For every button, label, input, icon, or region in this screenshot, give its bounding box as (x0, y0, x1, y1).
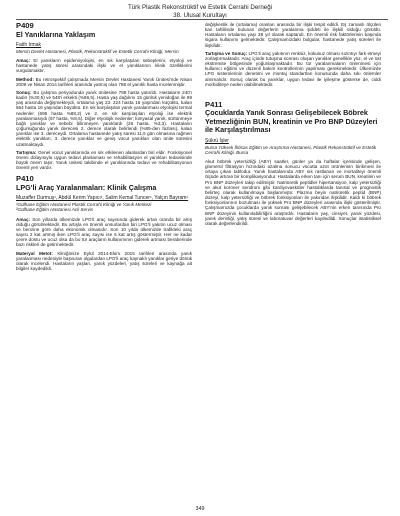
abstract-aim (16, 217, 192, 248)
abstract-authors: Şükrü İşler (205, 137, 229, 144)
abstract-authors: Muzaffer Durmuş¹, Abdül Kerim Yapıcı¹, Salim Kemal Tuncer¹, Yalçın Bayram¹ (16, 195, 189, 202)
discussion-text: Genel vücut yanıklarında en sık etkilenen alanlardan biri eldir. Fonksiyonel önemi dolayısıyla uygun tedavi planlaması ve rehabilitasyon el yanıkları tedavisinde büyük önem taşır. Yanık ünitesi takibinde el yanıklarında tedavi ve rehabilitasyonun önemli yeri vardır. (16, 149, 192, 171)
abstract-title: El Yanıklarına Yaklaşım (16, 29, 96, 39)
abstract-code: P411 (205, 99, 223, 109)
congress-name: Türk Plastik Rekonstrüktif ve Estetik Cerrahi Derneği (127, 4, 273, 11)
continued-text: değişkenlik ile (ortalama) oranları arasında bir ilişki tespit edildi. Eş zamanlı ölçülen kan tahlilinde bulunan değerlerin yaralanma şiddeti ile ilişkili olduğu görüldü. Hastaların ortalama yaşı 38 yıl olarak saptandı. En önemli risk faktörlerinin başında sigara kullanımı gelmektedir. Çalışmamızdaki bulgular, hastanede yatış süreleri ile ilişkilidir. (205, 22, 381, 48)
abstract-method (16, 77, 192, 87)
abstract-title: Çocuklarda Yanık Sonrası Gelişebilecek Böbrek Yetmezliğinin BUN, kreatinin ve Pro BNP Düzeyleri ile Karşılaştırılması (205, 108, 378, 135)
abstract-title: LPG'li Araç Yaralanmaları: Klinik Çalışma (16, 182, 157, 192)
abstract-p410 (16, 175, 192, 271)
aim-label: Amaç: (16, 58, 31, 64)
discussion-conclusion (205, 51, 381, 87)
abstract-authors: Fatih Irmak (16, 42, 42, 48)
aim-text: El yanıkların epidemiyolojisi, en sık karşılaşılan sebeplerini, etyoloji ve hastanede yatış süresi arasındaki ilişki ve el yanıklarının klinik özelliklerini vurgulamaktır. (16, 58, 192, 74)
discussion-text: LPG'li araç yakıtının renksiz, kokusuz olması sızıntıyı fark etmeyi zorlaştırmaktadır. Araç içinde tutuşma sonrası oluşan yanıklar genellikle yüz, el ve üst ekstremite bölgesinde yoğunlaşmaktadır. Bu tür yaralanmaların önlenmesi için kullanıcı eğitimi ve düzenli bakım kontrollerinin yapılması gerekmektedir. Ülkemizde LPG sistemlerinin denetimi ve montaj standartları konusunda daha sıkı önlemler alınmalıdır. Sonuç olarak bu yanıklar, uygun tedavi ile iyileşme gösterse de, ciddi morbiditeye neden olabilmektedir. (205, 50, 381, 87)
aim-label: Amaç: (16, 216, 31, 222)
abstract-affiliation: Mersin Devlet Hastanesi, Plastik, Rekonstrüktif ve Estetik Cerrahi Kliniği, Mersin (16, 49, 179, 54)
abstract-aim (16, 58, 192, 73)
abstract-materials (16, 251, 192, 272)
materials-text: Kliniğimize Eylül 2014-Ekim 2015 tarihleri arasında yanık yaralanması nedeniyle başvuran olgulardan LPG'li araç kaynaklı yanıklar geriye dönük olarak incelendi. Hastaların yaşları, yanık yüzdeleri, yatış süreleri ve kaynağa ait bilgiler kaydedildi. (16, 250, 193, 271)
method-label: Method: (16, 76, 34, 82)
abstract-affiliation: ¹Gülhane Eğitim Hastanesi Plastik Cerrahi Kliniği ve Yanık Merkezi (16, 202, 152, 208)
discussion-label: Tartışma: (16, 149, 37, 155)
abstract-p409 (16, 22, 192, 170)
abstract-results (16, 90, 192, 147)
header-rule (16, 19, 388, 20)
abstract-body: Akut böbrek yetersizliği (ABY) saatler, günler ya da haftalar içerisinde gelişen, glomerül filtrasyon hızındaki azalma sonucu vücutta azot ürünlerinin birikmesi ile ortaya çıkan tablodur. Yanık hastalarında ABY sık rastlanan ve mortaliteyi önemli ölçüde artıran bir komplikasyondur. Hastalarda erken tanı için serum BUN, kreatinin ve Pro BNP düzeyleri takip edilmiştir. Natriüretik peptidler hipertansiyon, kalp yetersizliği ve akut koroner sendrom gibi kardiyovasküler hastalıklarda tanısal ve prognostik belirteç olarak kullanılmaya başlanmıştır. Plazma beyin natriüretik peptid (BNP) düzeyi, kalp yetersizliği ve böbrek fonksiyonları ile yakından ilişkilidir. Kaldı ki böbrek fonksiyonlarının bozulması ile yüksek Pro BNP düzeyleri arasında ilişki gösterilmiştir. Çalışmamızda çocuklarda yanık sonrası gelişebilecek ABY'nin erken tanısında Pro BNP düzeyinin kullanılabilirliğini araştırdık. Hastaların yaş, cinsiyet, yanık yüzdesi, yanık derinliği, yatış süresi ve laboratuvar değerleri kaydedildi. Sonuçlar istatistiksel olarak değerlendirildi. (205, 159, 381, 226)
congress-edition: 38. Ulusal Kurultayı (173, 11, 227, 19)
abstract-code: P409 (16, 21, 34, 30)
abstract-discussion (16, 150, 192, 171)
discussion-label: Tartışma ve Sonuç: (205, 50, 248, 56)
page-header (0, 4, 400, 19)
method-text: Bu retrospektif çalışmada Mersin Devlet Hastanesi Yanık Ünitesi'nde Nisan 2009 ve Nisan 2014 tarihleri arasında yatmış olan 788 el yanıklı hasta incelenmiştir. (16, 76, 192, 87)
aim-text: Son yıllarda ülkemizde LPG'li araç sayısında giderek artan oranda bir artış olduğu görülmektedir. Bu artışla en önemli unsurlardan biri LPG'li yakıtın ucuz olması ve benzine göre daha ekonomik olmasıdır. Son 10 yılda ülkemizde trafikteki araç sayısı 2 kat artmış iken LPG'li araç sayısı ise 5 kat artış göstermiştir. Her ne kadar çevre dostu ve ucuz olsa da bu tür araçların kullanımının giderek artması beraberinde bazı riskleri de getirmektedir. (16, 216, 192, 248)
abstract-p411 (205, 101, 381, 226)
abstract-affiliation-2: ²Gülhane Eğitim Hastanesi Acil Servis (16, 207, 94, 213)
materials-label: Materyal Metot: (16, 250, 53, 256)
abstract-code: P410 (16, 174, 34, 184)
right-column (205, 22, 381, 231)
abstract-affiliation: Bursa Yüksek İhtisas Eğitim ve Araştırma Hastanesi, Plastik Rekonstrüktif ve Estetik Cerrahi Kliniği, Bursa (205, 144, 377, 155)
left-column (16, 22, 192, 276)
page-number: 349 (195, 506, 205, 512)
results-text: Bu çalışma periyodunda yanık ünitesine 788 hasta yatırıldı. Hastaların 240'ı kadın (%30,5) ve 548'i erkekti (%69,5). Hasta yaş dağılımı 15 günlük yenidoğan ile 89 yaş arasında değişmekteydi, ortalama yaş 23. 224 hasta 16 yaşından küçüktü, kalan 564 hasta 16 yaşından büyüktü. En sık karşılaşılan yanık yaralanması etyolojisi termal nedenler (695 hasta %88,2) ve 2. en sık karşılaşılan etyoloji ise elektrik yaralanmasıydı (67 hasta, %8,5). Diğer etyolojik nedenler; kimyasal yanık, sürtünmeye bağlı yanıklar ve sebebi bilinmeyen yanıklardı (26 hasta, %3,3). Hastaların çoğunluğunda yanık derecesi 2. derece olarak belirlendi (%85-den fazlası), kalan yanıklar ise 3. dereceydi. Ortalama hastanede yatış süresi 11,6 gün olmasına rağmen elektrik yanıkları, 3. derece yanıklar ve geniş vücut yanıkları olan ünite süresini uzatmaktaydı. (16, 89, 192, 147)
results-label: Sonuç: (16, 89, 32, 95)
